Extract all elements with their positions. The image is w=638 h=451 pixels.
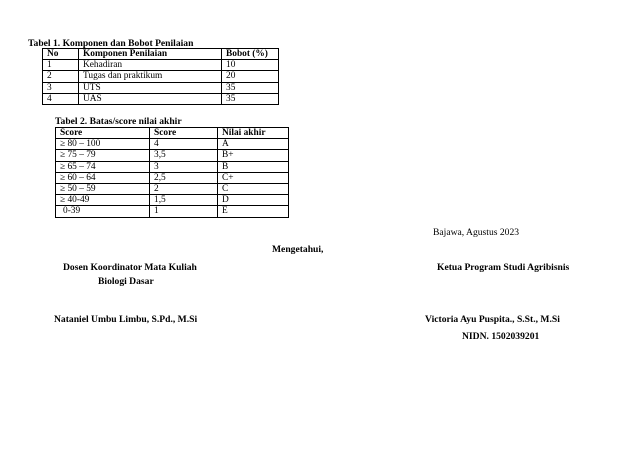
table-cell: 1,5 xyxy=(150,195,218,206)
table-row xyxy=(43,82,279,93)
table-cell: 2 xyxy=(150,183,218,194)
table-cell: 10 xyxy=(222,60,279,71)
table-row xyxy=(56,183,289,194)
table-cell: ≥ 50 – 59 xyxy=(56,183,150,194)
column-header: Nilai akhir xyxy=(218,128,289,139)
right-signer-name: Victoria Ayu Puspita., S.St., M.Si xyxy=(425,314,560,325)
left-signer-title: Dosen Koordinator Mata Kuliah xyxy=(63,262,197,273)
right-signer-title: Ketua Program Studi Agribisnis xyxy=(437,262,570,273)
table-cell: 35 xyxy=(222,93,279,104)
table-cell: 4 xyxy=(150,139,218,150)
table-cell: 0-39 xyxy=(56,206,150,217)
table-cell: E xyxy=(218,206,289,217)
table-cell: ≥ 40-49 xyxy=(56,195,150,206)
table-cell: 3 xyxy=(150,161,218,172)
table-cell: A xyxy=(218,139,289,150)
component-weight-table xyxy=(42,48,279,105)
table-cell: 3,5 xyxy=(150,150,218,161)
table-row xyxy=(43,60,279,71)
table1-caption: Tabel 1. Komponen dan Bobot Penilaian xyxy=(28,38,194,49)
table-cell: 4 xyxy=(43,93,79,104)
table-row xyxy=(56,206,289,217)
table-cell: ≥ 60 – 64 xyxy=(56,172,150,183)
column-header: Score xyxy=(56,128,150,139)
table-cell: UAS xyxy=(79,93,222,104)
left-signer-subtitle: Biologi Dasar xyxy=(98,276,154,287)
table-cell: 1 xyxy=(43,60,79,71)
table-cell: 2 xyxy=(43,71,79,82)
table-cell: B+ xyxy=(218,150,289,161)
table-cell: Tugas dan praktikum xyxy=(79,71,222,82)
table-cell: Kehadiran xyxy=(79,60,222,71)
table-row xyxy=(56,139,289,150)
table-cell: 1 xyxy=(150,206,218,217)
table-cell: B xyxy=(218,161,289,172)
table-cell: ≥ 80 – 100 xyxy=(56,139,150,150)
column-header: No xyxy=(43,49,79,60)
table-cell: UTS xyxy=(79,82,222,93)
column-header: Score xyxy=(150,128,218,139)
table-header-row xyxy=(56,128,289,139)
table-cell: C+ xyxy=(218,172,289,183)
table-row xyxy=(56,195,289,206)
table-cell: C xyxy=(218,183,289,194)
table-cell: ≥ 75 – 79 xyxy=(56,150,150,161)
right-signer-nidn: NIDN. 1502039201 xyxy=(462,331,540,342)
table-cell: 3 xyxy=(43,82,79,93)
table-row xyxy=(56,150,289,161)
table-cell: 2,5 xyxy=(150,172,218,183)
left-signer-name: Nataniel Umbu Limbu, S.Pd., M.Si xyxy=(54,314,198,325)
table-row xyxy=(56,161,289,172)
column-header: Bobot (%) xyxy=(222,49,279,60)
table-row xyxy=(43,93,279,104)
table-row xyxy=(56,172,289,183)
table-row xyxy=(43,71,279,82)
column-header: Komponen Penilaian xyxy=(79,49,222,60)
table-cell: 35 xyxy=(222,82,279,93)
place-date: Bajawa, Agustus 2023 xyxy=(433,227,520,238)
grade-score-table xyxy=(55,127,289,218)
table-cell: 20 xyxy=(222,71,279,82)
table-header-row xyxy=(43,49,279,60)
table-cell: ≥ 65 – 74 xyxy=(56,161,150,172)
acknowledged-label: Mengetahui, xyxy=(272,244,324,255)
table-cell: D xyxy=(218,195,289,206)
table2-caption: Tabel 2. Batas/score nilai akhir xyxy=(55,116,182,127)
